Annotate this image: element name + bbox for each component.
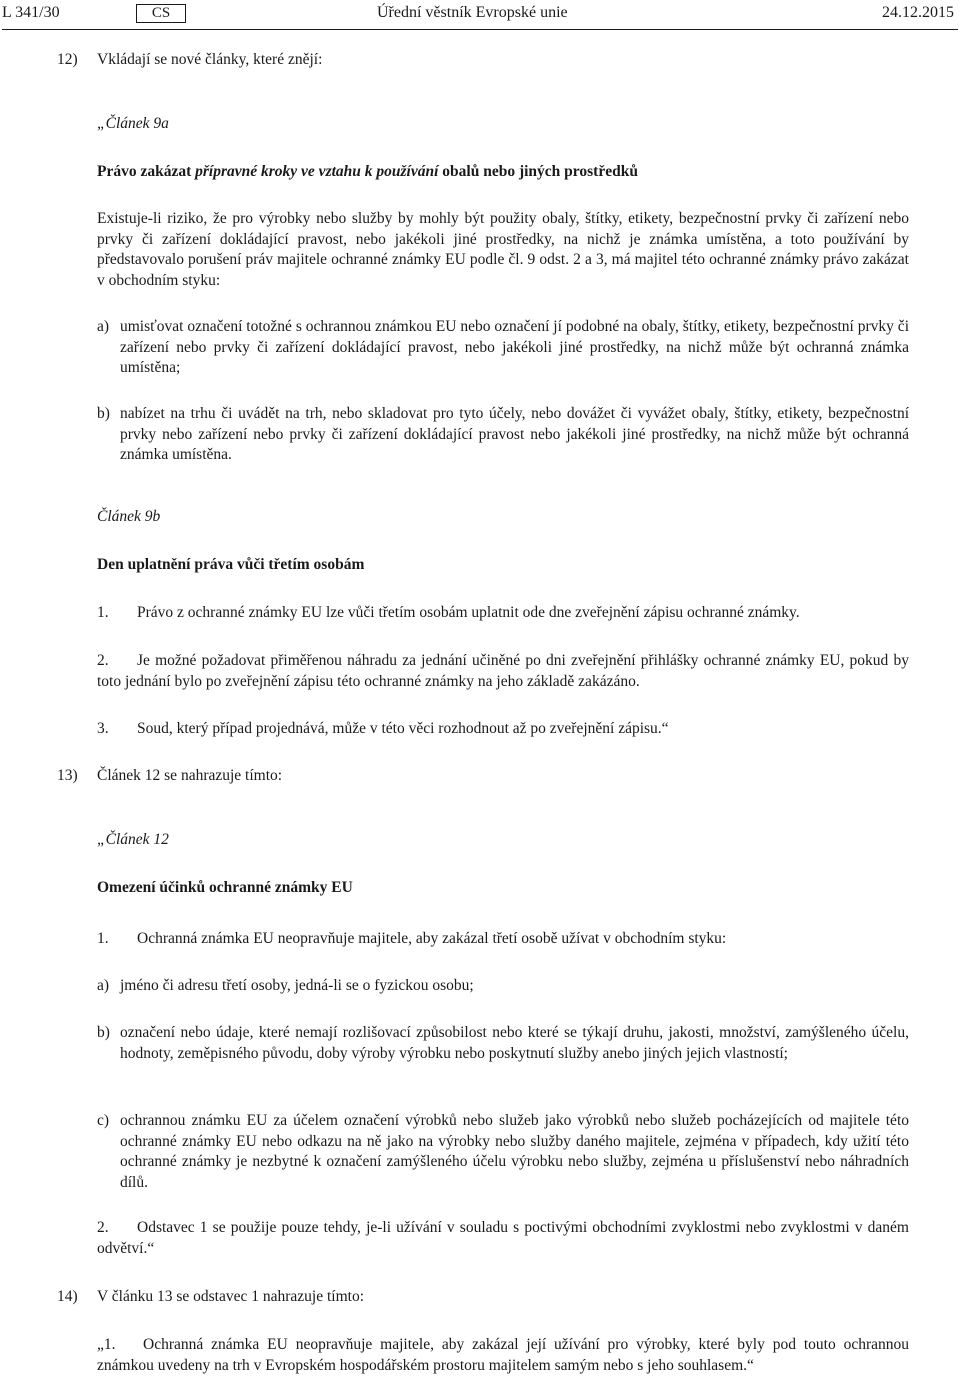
article-label: Článek 9b [97,508,161,525]
point-label: a) [97,977,110,994]
paragraph-text: 2. Je možné požadovat přiměřenou náhradu za jednání učiněné po dni zveřejnění přihlášky ochranné známky EU, pokud by toto jednání bylo po zveřejnění zápisu této ochranné známky na jeho základě zakázáno. [97,652,909,690]
quoted-paragraph: „1. Ochranná známka EU neopravňuje majitele, aby zakázal její užívání pro výrobky, které byly pod touto ochrannou známkou uvedeny na trh v Evropském hospodářském prostoru majitelem samým nebo s jeho souhlasem.“ [97,1336,909,1374]
point-label: a) [97,318,110,335]
paragraph-number: 3. [97,720,109,737]
journal-title: Úřední věstník Evropské unie [377,4,568,21]
publication-date: 24.12.2015 [882,4,954,21]
point-label: b) [97,405,110,422]
paragraph-text: Právo z ochranné známky EU lze vůči třetím osobám uplatnit ode dne zveřejnění zápisu ochranné známky. [137,604,800,621]
paragraph-number: 1. [97,604,109,621]
header-rule [2,29,958,30]
item-text: V článku 13 se odstavec 1 nahrazuje tímto: [97,1288,365,1305]
point-text: jméno či adresu třetí osoby, jedná-li se o fyzickou osobu; [120,977,474,994]
item-text: Vkládají se nové články, které znějí: [97,51,323,68]
article-label: „Článek 12 [97,831,169,848]
article-title: Den uplatnění práva vůči třetím osobám [97,556,365,573]
point-text: ochrannou známku EU za účelem označení výrobků nebo služeb jako výrobků nebo služeb pocházejících od majitele této ochranné známky EU nebo odkazu na ně jako na výrobky nebo služby daného majitele, zejména v případech, kdy užití této ochranné známky je nezbytné k označení zamýšleného účelu výrobku nebo služby, zejména u příslušenství nebo náhradních dílů. [120,1112,909,1191]
article-title: Omezení účinků ochranné známky EU [97,879,353,896]
item-text: Článek 12 se nahrazuje tímto: [97,767,283,784]
page-reference: L 341/30 [2,4,60,21]
paragraph-text: Soud, který případ projednává, může v této věci rozhodnout až po zveřejnění zápisu.“ [137,720,669,737]
item-number: 13) [57,767,78,784]
point-label: b) [97,1024,110,1041]
point-text: nabízet na trhu či uvádět na trh, nebo skladovat pro tyto účely, nebo dovážet či vyvážet obaly, štítky, etikety, bezpečnostní prvky nebo zařízení nebo prvky či zařízení dokládající pravost nebo jakékoli jiné prostředky, na nichž může být ochranná známka umístěna. [120,405,909,463]
point-text: umisťovat označení totožné s ochrannou známkou EU nebo označení jí podobné na obaly, štítky, etikety, bezpečnostní prvky či zařízení nebo prvky či zařízení dokládající pravost, nebo jakékoli jiné prostředky, na nichž může být ochranná známka umístěna; [120,318,909,376]
item-number: 12) [57,51,78,68]
point-label: c) [97,1112,110,1129]
point-text: označení nebo údaje, které nemají rozlišovací způsobilost nebo které se týkají druhu, jakosti, množství, zamýšleného účelu, hodnoty, zeměpisného původu, doby výroby výrobku nebo poskytnutí služby anebo jiných jejich vlastností; [120,1024,909,1062]
paragraph-text: 2. Odstavec 1 se použije pouze tehdy, je-li užívání v souladu s poctivými obchodními zvyklostmi nebo zvyklostmi v daném odvětví.“ [97,1219,909,1257]
paragraph-number: 1. [97,930,109,947]
article-intro: Existuje-li riziko, že pro výrobky nebo služby by mohly být použity obaly, štítky, etikety, bezpečnostní prvky či zařízení nebo prvky či zařízení dokládající pravost, nebo jakékoli jiné prostředky, na nichž je známka umístěna, a toto používání by představovalo porušení práv majitele ochranné známky EU podle čl. 9 odst. 2 a 3, má majitel této ochranné známky právo zakázat v obchodním styku: [97,210,909,289]
page-header [0,4,960,24]
item-number: 14) [57,1288,78,1305]
paragraph-text: Ochranná známka EU neopravňuje majitele, aby zakázal třetí osobě užívat v obchodním styku: [137,930,727,947]
article-title: Právo zakázat přípravné kroky ve vztahu k používání obalů nebo jiných prostředků [97,163,638,180]
language-badge: CS [136,4,186,23]
article-label: „Článek 9a [97,115,169,132]
